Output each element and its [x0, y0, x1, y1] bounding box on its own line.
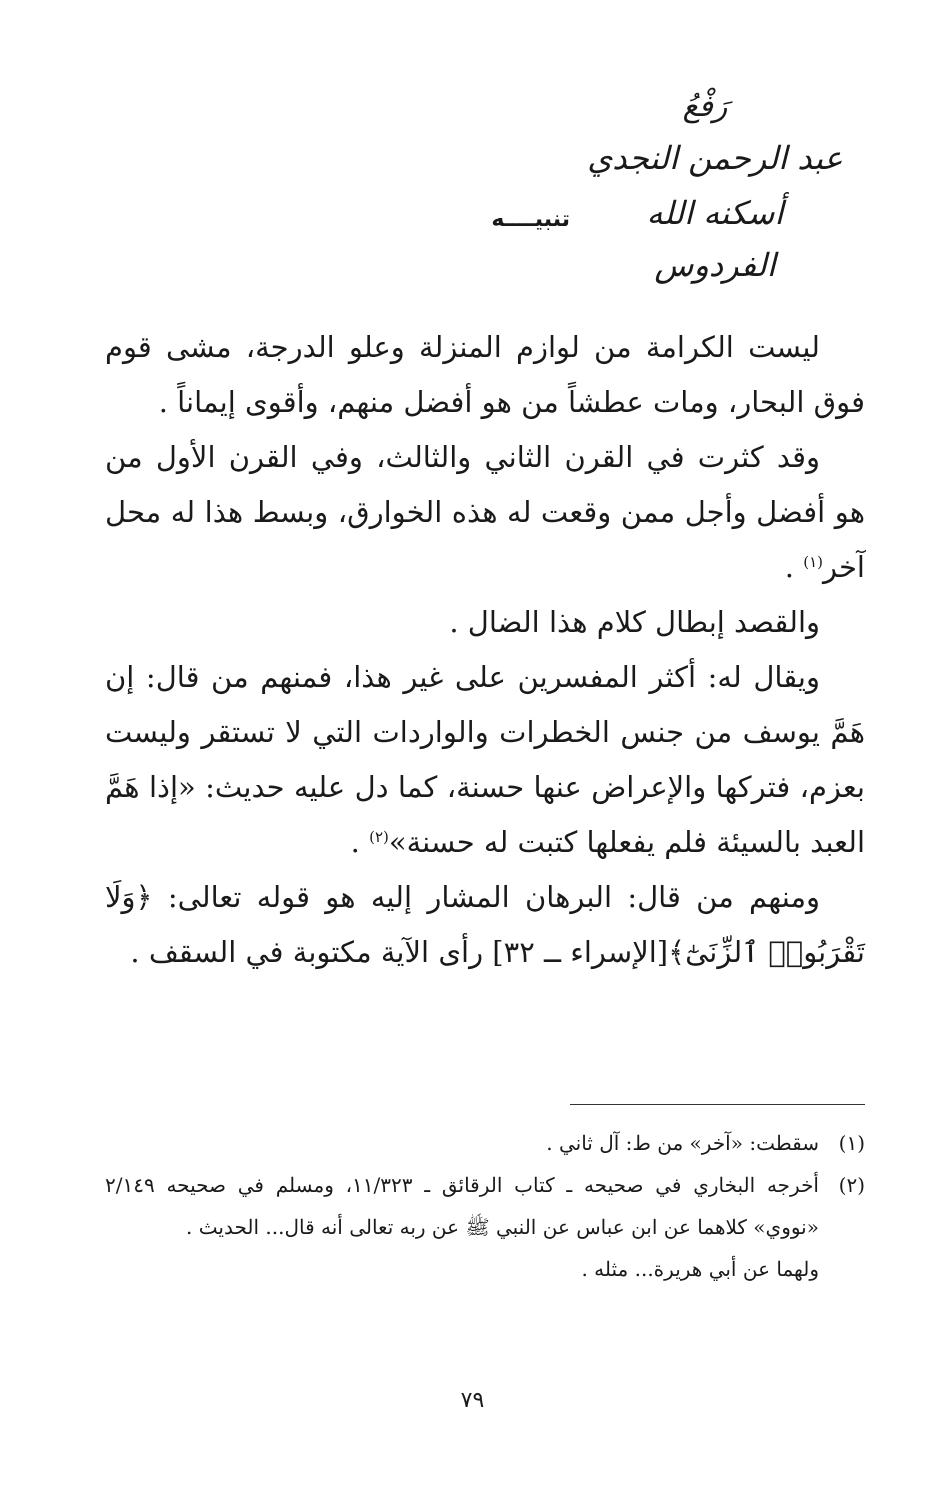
footnote-number: (٢): [838, 1173, 865, 1197]
paragraph-4: [105, 650, 865, 870]
footnote-ref-2[interactable]: (٢): [369, 828, 389, 846]
footnote-separator: [570, 1104, 865, 1105]
stamp-line-2: عبد الرحمن النجدي: [587, 139, 843, 177]
footnote-2: [105, 1164, 865, 1248]
page-number: ٧٩: [460, 1388, 485, 1413]
paragraph-3: والقصد إبطال كلام هذا الضال .: [449, 605, 820, 639]
footnote-text: أخرجه البخاري في صحيحه ـ كتاب الرقائق ـ ١١/٣٢٣، ومسلم في صحيحه ٢/١٤٩ «نووي» كلاهما عن ابن عباس عن النبي ﷺ عن ربه تعالى أنه قال... الحديث .: [105, 1173, 819, 1239]
paragraph-5: ومنهم من قال: البرهان المشار إليه هو قوله تعالى: ﴿وَلَا تَقْرَبُوا۟ ٱلزِّنَىٰٓ﴾[الإسراء ــ ٣٢] رأى الآية مكتوبة في السقف .: [105, 880, 865, 969]
paragraph-4-tail: .: [350, 825, 370, 859]
footnote-text: سقطت: «آخر» من ط: آل ثاني .: [546, 1131, 819, 1155]
main-text: [105, 320, 865, 980]
footnote-1: [105, 1122, 865, 1164]
stamp-line-3: أسكنه الله الفردوس: [646, 194, 784, 284]
footnote-number: (١): [838, 1131, 865, 1155]
paragraph-2-tail: .: [784, 550, 804, 584]
footnote-ref-1[interactable]: (١): [803, 553, 823, 571]
footnotes: [105, 1122, 865, 1290]
paragraph-2: [105, 430, 865, 595]
stamp-line-1: رَفْعُ: [682, 89, 728, 124]
ownership-stamp: [585, 85, 845, 284]
section-heading: تنبيــــه: [491, 207, 570, 232]
paragraph-4-text: ويقال له: أكثر المفسرين على غير هذا، فمنهم من قال: إن هَمَّ يوسف من جنس الخطرات والواردات التي لا تستقر وليست بعزم، فتركها والإعراض عنها حسنة، كما دل عليه حديث: «إذا هَمَّ العبد بالسيئة فلم يفعلها كتبت له حسنة»: [105, 660, 865, 859]
paragraph-2-text: وقد كثرت في القرن الثاني والثالث، وفي القرن الأول من هو أفضل وأجل ممن وقعت له هذه الخوارق، وبسط هذا له محل آخر: [105, 440, 865, 584]
footnote-2-extra: ولهما عن أبي هريرة... مثله .: [581, 1257, 819, 1281]
paragraph-1: ليست الكرامة من لوازم المنزلة وعلو الدرجة، مشى قوم فوق البحار، ومات عطشاً من هو أفضل منهم، وأقوى إيماناً .: [105, 330, 865, 419]
